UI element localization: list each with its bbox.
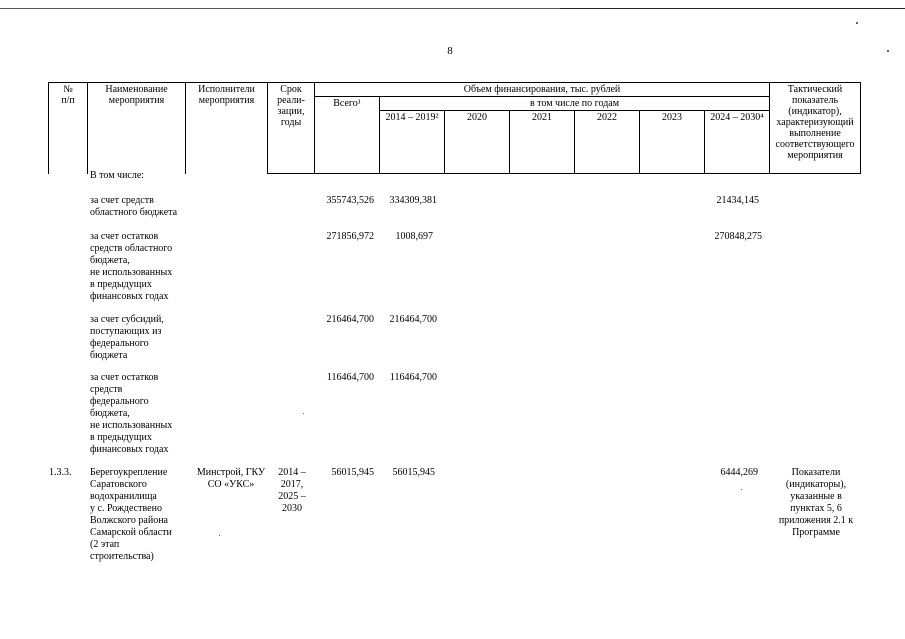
page-top-border-dark — [560, 8, 905, 9]
row-federal-total: 216464,700 — [326, 314, 374, 325]
scan-speck — [741, 489, 742, 490]
header-year-2014-2019: 2014 – 2019² — [380, 111, 445, 174]
header-year-2020: 2020 — [445, 111, 510, 174]
row-regional-2024: 21434,145 — [716, 195, 759, 206]
row-133-executors: Минстрой, ГКУ СО «УКС» — [196, 467, 266, 490]
header-year-2024-2030: 2024 – 2030⁴ — [705, 111, 770, 174]
header-year-2023: 2023 — [640, 111, 705, 174]
row-regional-rest-total: 271856,972 — [326, 231, 374, 242]
including-label: В том числе: — [90, 170, 145, 181]
row-federal-2014: 216464,700 — [389, 314, 437, 325]
page-number: 8 — [447, 45, 453, 57]
header-by-years: в том числе по годам — [380, 97, 770, 111]
row-federal-rest-name: за счет остатков средств федерального бюджета, не использованных в предыдущих финансовых годах — [90, 372, 173, 455]
row-133-2024: 6444,269 — [720, 467, 758, 478]
header-col-number: № п/п — [49, 83, 88, 174]
row-133-2014: 56015,945 — [392, 467, 435, 478]
scan-speck — [303, 413, 304, 414]
row-regional-2014: 334309,381 — [389, 195, 437, 206]
row-133-total: 56015,945 — [331, 467, 374, 478]
row-133-indicator: Показатели (индикаторы), указанные в пунктах 5, 6 приложения 2.1 к Программе — [778, 467, 854, 538]
row-federal-rest-total: 116464,700 — [326, 372, 374, 383]
row-133-name: Берегоукрепление Саратовского водохранилища у с. Рождествено Волжского района Самарской области (2 этап строительства) — [90, 467, 172, 562]
header-col-term: Срок реали- зации, годы — [268, 83, 315, 174]
row-regional-name: за счет средств областного бюджета — [90, 195, 178, 218]
header-total: Всего¹ — [315, 97, 380, 174]
header-col-executors: Исполнители мероприятия — [186, 83, 268, 174]
row-regional-rest-name: за счет остатков средств областного бюджета, не использованных в предыдущих финансовых годах — [90, 231, 173, 302]
header-year-2022: 2022 — [575, 111, 640, 174]
header-financing: Объем финансирования, тыс. рублей — [315, 83, 770, 97]
row-regional-rest-2024: 270848,275 — [714, 231, 762, 242]
row-federal-name: за счет субсидий, поступающих из федерального бюджета — [90, 314, 164, 361]
row-133-term: 2014 – 2017, 2025 – 2030 — [278, 467, 306, 514]
row-federal-rest-2014: 116464,700 — [389, 372, 437, 383]
scan-speck — [856, 22, 858, 24]
scan-speck — [219, 535, 220, 536]
financing-table-header — [48, 82, 861, 174]
scan-speck — [887, 50, 889, 52]
row-133-number: 1.3.3. — [49, 467, 72, 478]
row-regional-total: 355743,526 — [326, 195, 374, 206]
header-col-name: Наименование мероприятия — [88, 83, 186, 174]
header-col-indicator: Тактический показатель (индикатор), характеризующий выполнение соответствующего мероприятия — [770, 83, 861, 174]
row-regional-rest-2014: 1008,697 — [395, 231, 433, 242]
header-year-2021: 2021 — [510, 111, 575, 174]
